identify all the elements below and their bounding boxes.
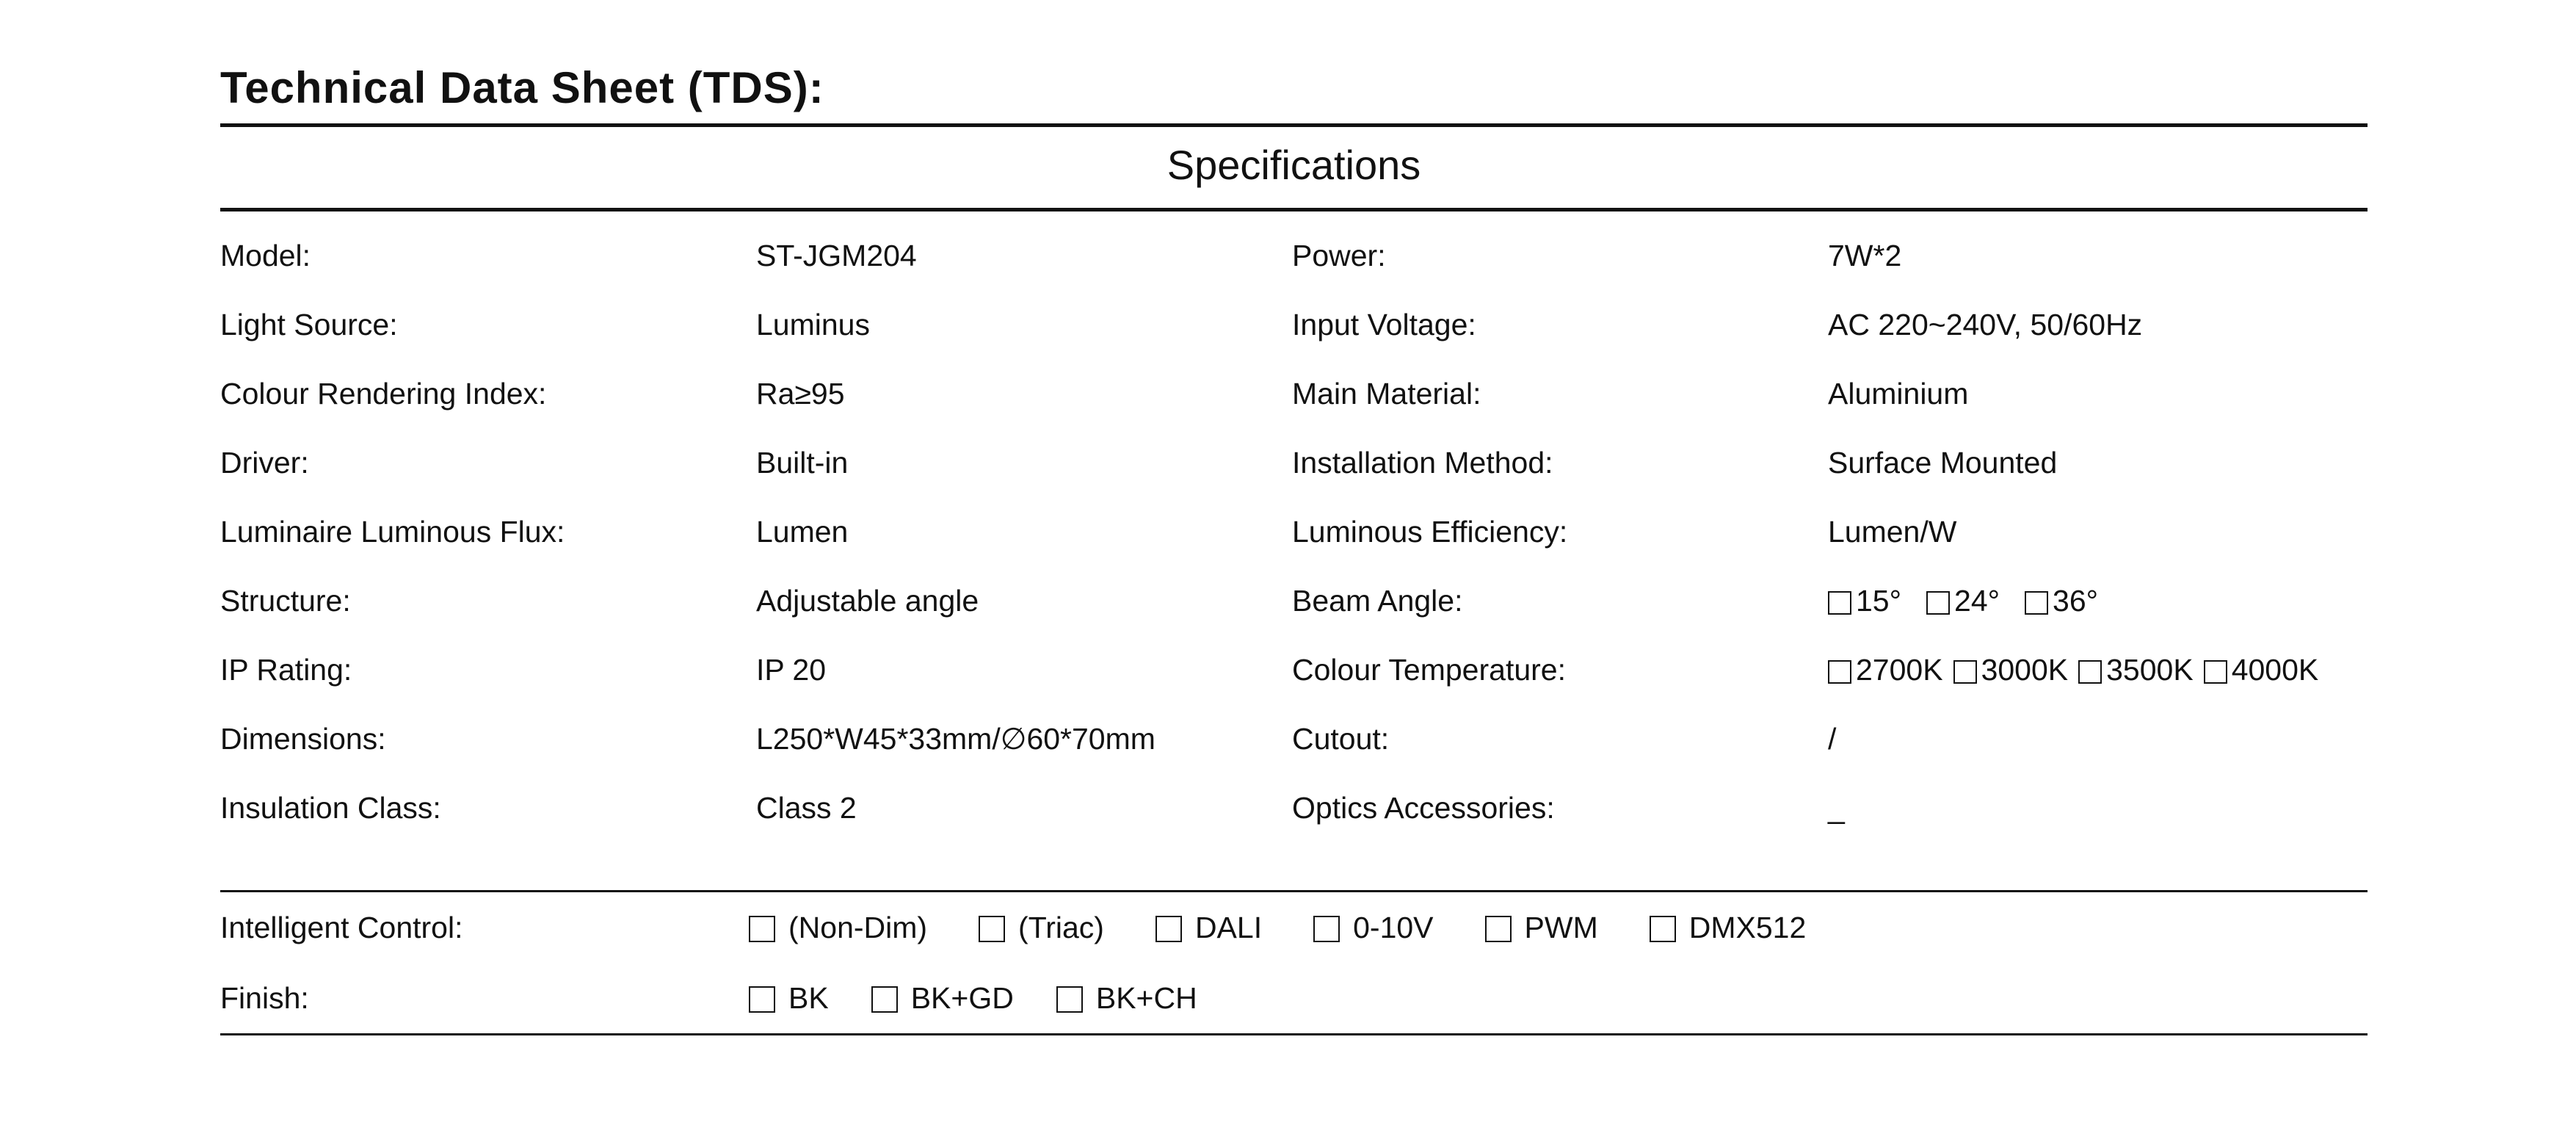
beam-angle-option[interactable]	[1828, 586, 1901, 616]
spec-value: ST-JGM204	[756, 239, 917, 272]
control-option[interactable]	[1313, 910, 1434, 944]
colour-temperature-option[interactable]	[1828, 655, 1943, 685]
spec-label: Colour Rendering Index:	[220, 377, 547, 411]
checkbox[interactable]	[2025, 591, 2048, 615]
option-label: 4000K	[2231, 653, 2319, 687]
spec-label: Power:	[1292, 239, 1386, 272]
specifications-grid	[220, 241, 2368, 862]
option-label: 24°	[1954, 584, 2000, 618]
spec-label: Model:	[220, 239, 311, 272]
checkbox[interactable]	[749, 916, 775, 942]
spec-label: Light Source:	[220, 308, 398, 341]
spec-value: Built-in	[756, 446, 849, 480]
option-label: BK	[788, 980, 829, 1015]
checkbox[interactable]	[979, 916, 1005, 942]
checkbox[interactable]	[1926, 591, 1950, 615]
colour-temperature-options	[1828, 655, 2368, 724]
checkbox[interactable]	[2204, 660, 2227, 684]
spec-value: IP 20	[756, 653, 826, 687]
checkbox[interactable]	[2078, 660, 2102, 684]
spec-label: Insulation Class:	[220, 791, 441, 825]
checkbox[interactable]	[1056, 986, 1083, 1013]
control-option[interactable]	[979, 910, 1104, 944]
beam-angle-options	[1828, 586, 2368, 655]
spec-value: Aluminium	[1828, 377, 1969, 411]
spec-label: Luminaire Luminous Flux:	[220, 515, 565, 549]
beam-angle-option[interactable]	[2025, 586, 2098, 616]
option-label: DALI	[1194, 910, 1263, 944]
finish-option[interactable]	[1056, 980, 1197, 1015]
specifications-heading: Specifications	[1167, 142, 1421, 188]
specifications-divider	[220, 208, 2368, 212]
spec-value: Surface Mounted	[1828, 446, 2058, 480]
spec-value: Adjustable angle	[756, 584, 979, 618]
finish-label: Finish:	[220, 980, 309, 1015]
finish-options	[749, 980, 1197, 1015]
colour-temperature-option[interactable]	[2204, 655, 2319, 685]
finish-row	[220, 963, 2368, 1033]
spec-label: Driver:	[220, 446, 309, 480]
option-label: 3000K	[1981, 653, 2069, 687]
option-label: DMX512	[1688, 910, 1807, 944]
option-label: 3500K	[2106, 653, 2194, 687]
option-label: 15°	[1856, 584, 1902, 618]
checkbox[interactable]	[1828, 660, 1851, 684]
checkbox[interactable]	[871, 986, 898, 1013]
spec-value: Ra≥95	[756, 377, 845, 411]
intelligent-control-options	[749, 910, 1807, 944]
spec-label: Colour Temperature:	[1292, 653, 1566, 687]
option-label: BK+GD	[910, 980, 1014, 1015]
colour-temperature-option[interactable]	[2078, 655, 2194, 685]
option-label: PWM	[1524, 910, 1598, 944]
checkbox[interactable]	[1828, 591, 1851, 615]
spec-value: Lumen/W	[1828, 515, 1957, 549]
option-label: (Non-Dim)	[788, 910, 928, 944]
spec-label: Main Material:	[1292, 377, 1481, 411]
spec-value: /	[1828, 722, 1837, 756]
checkbox[interactable]	[1650, 916, 1676, 942]
control-option[interactable]	[749, 910, 928, 944]
option-label: 0-10V	[1353, 910, 1434, 944]
intelligent-control-row	[220, 892, 2368, 963]
checkbox[interactable]	[1953, 660, 1977, 684]
option-label: 36°	[2053, 584, 2099, 618]
spec-label: Optics Accessories:	[1292, 791, 1555, 825]
control-option[interactable]	[1650, 910, 1807, 944]
spec-value: AC 220~240V, 50/60Hz	[1828, 308, 2143, 341]
option-label: (Triac)	[1018, 910, 1104, 944]
checkbox[interactable]	[1313, 916, 1340, 942]
control-option[interactable]	[1155, 910, 1263, 944]
colour-temperature-option[interactable]	[1953, 655, 2069, 685]
spec-label: Input Voltage:	[1292, 308, 1476, 341]
spec-label: Structure:	[220, 584, 351, 618]
options-bottom-divider	[220, 1033, 2368, 1035]
spec-label: Installation Method:	[1292, 446, 1553, 480]
spec-value: Class 2	[756, 791, 857, 825]
intelligent-control-label: Intelligent Control:	[220, 910, 463, 944]
spec-value: L250*W45*33mm/∅60*70mm	[756, 722, 1155, 756]
spec-label: Cutout:	[1292, 722, 1390, 756]
spec-label: Dimensions:	[220, 722, 386, 756]
spec-value: 7W*2	[1828, 239, 1902, 272]
option-label: 2700K	[1856, 653, 1943, 687]
options-section	[220, 890, 2368, 1035]
finish-option[interactable]	[749, 980, 829, 1015]
spec-value: Luminus	[756, 308, 870, 341]
spec-label: IP Rating:	[220, 653, 352, 687]
spec-label: Beam Angle:	[1292, 584, 1463, 618]
finish-option[interactable]	[871, 980, 1014, 1015]
beam-angle-option[interactable]	[1926, 586, 2000, 616]
spec-value: Lumen	[756, 515, 849, 549]
spec-label: Luminous Efficiency:	[1292, 515, 1568, 549]
checkbox[interactable]	[749, 986, 775, 1013]
technical-data-sheet	[220, 63, 2368, 1035]
checkbox[interactable]	[1485, 916, 1512, 942]
spec-value: _	[1828, 791, 1845, 825]
document-title: Technical Data Sheet (TDS):	[220, 63, 824, 112]
checkbox[interactable]	[1155, 916, 1182, 942]
control-option[interactable]	[1485, 910, 1598, 944]
option-label: BK+CH	[1095, 980, 1197, 1015]
